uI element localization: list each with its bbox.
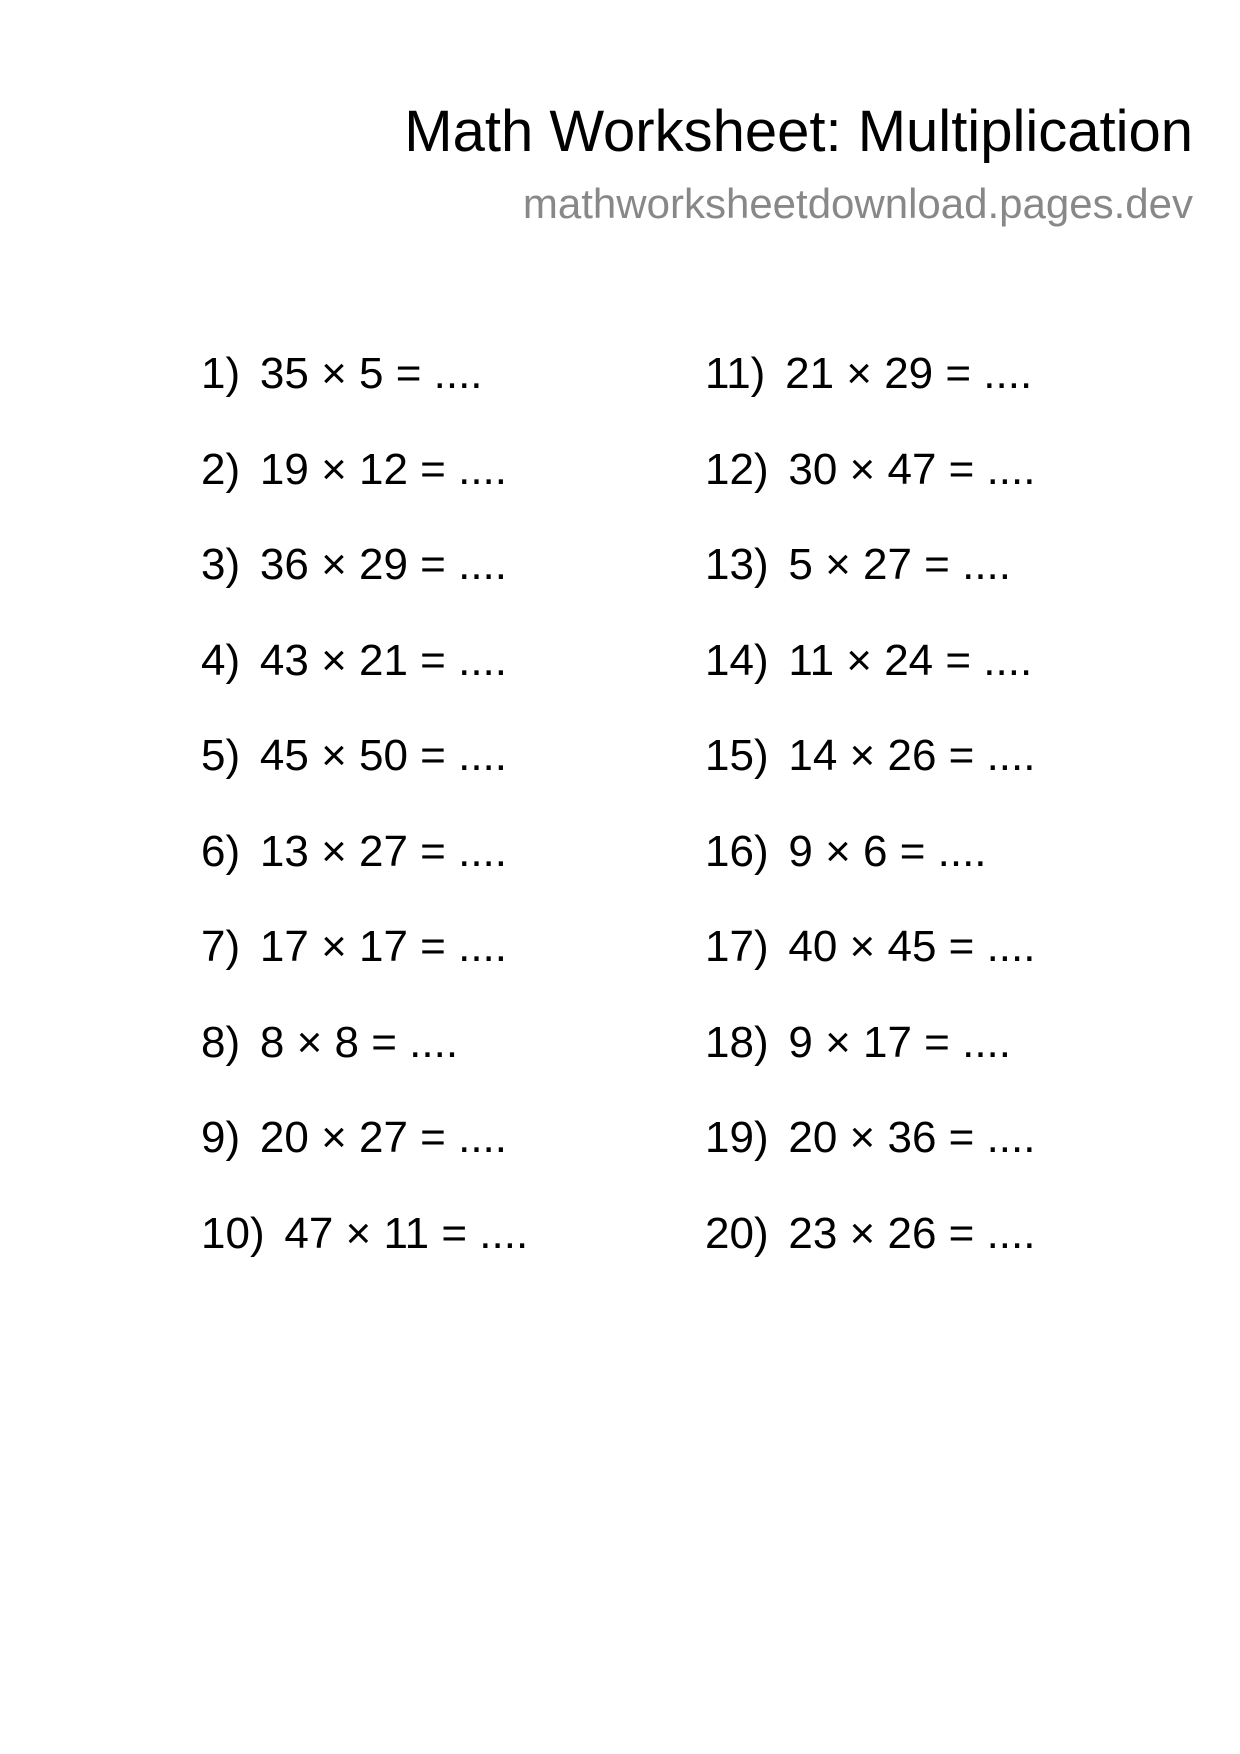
problem-number: 6) [201, 826, 241, 876]
problem-item [201, 921, 701, 1017]
problem-item [201, 635, 701, 731]
problem-number: 13) [705, 540, 769, 589]
problem-number: 18) [705, 1017, 769, 1067]
problem-expression: 20 × 27 = .... [259, 1113, 507, 1162]
problem-number: 12) [705, 444, 769, 494]
problem-item [705, 730, 1205, 826]
problem-number: 3) [201, 540, 241, 589]
problem-item [201, 826, 701, 922]
problem-item [705, 1208, 1205, 1304]
problem-item [201, 444, 701, 540]
problem-expression: 21 × 29 = .... [785, 349, 1033, 398]
problem-expression: 14 × 26 = .... [788, 731, 1036, 780]
problem-expression: 19 × 12 = .... [259, 444, 507, 494]
problem-expression: 20 × 36 = .... [788, 1113, 1036, 1162]
problem-expression: 11 × 24 = .... [788, 635, 1033, 685]
problem-expression: 36 × 29 = .... [259, 540, 507, 589]
problem-item [201, 539, 701, 635]
problem-number: 16) [705, 826, 769, 876]
problem-item [201, 730, 701, 826]
problem-expression: 8 × 8 = .... [259, 1017, 459, 1067]
problem-item [201, 1208, 701, 1304]
problem-expression: 45 × 50 = .... [259, 731, 507, 780]
problem-expression: 35 × 5 = .... [259, 349, 483, 398]
problem-expression: 47 × 11 = .... [284, 1208, 529, 1258]
problem-item [705, 539, 1205, 635]
problem-number: 15) [705, 731, 769, 780]
problem-number: 5) [201, 731, 241, 780]
problem-item [705, 635, 1205, 731]
problem-item [201, 1112, 701, 1208]
problem-expression: 43 × 21 = .... [259, 635, 507, 685]
problem-expression: 9 × 17 = .... [788, 1017, 1011, 1067]
problem-expression: 9 × 6 = .... [788, 826, 987, 876]
problem-number: 20) [705, 1208, 769, 1258]
problem-number: 9) [201, 1113, 241, 1162]
problem-item [705, 1017, 1205, 1113]
problem-number: 7) [201, 922, 241, 971]
source-url: mathworksheetdownload.pages.dev [522, 180, 1193, 227]
problem-number: 8) [201, 1017, 241, 1067]
problem-expression: 40 × 45 = .... [788, 922, 1036, 971]
problem-item [201, 348, 701, 444]
problem-number: 14) [705, 635, 769, 685]
problem-number: 1) [201, 349, 241, 398]
problem-number: 17) [705, 922, 769, 971]
problem-expression: 23 × 26 = .... [788, 1208, 1036, 1258]
problem-column-left [201, 348, 701, 1303]
problem-expression: 5 × 27 = .... [788, 540, 1011, 589]
problem-item [705, 444, 1205, 540]
problem-item [705, 348, 1205, 444]
problem-item [705, 1112, 1205, 1208]
problem-number: 10) [201, 1208, 265, 1258]
problem-expression: 13 × 27 = .... [259, 826, 507, 876]
problem-expression: 17 × 17 = .... [259, 922, 507, 971]
problem-number: 11) [705, 349, 766, 398]
problem-number: 19) [705, 1113, 769, 1162]
problem-number: 2) [201, 444, 241, 494]
problem-number: 4) [201, 635, 241, 685]
problem-expression: 30 × 47 = .... [788, 444, 1036, 494]
page-title: Math Worksheet: Multiplication [404, 99, 1193, 164]
problem-item [705, 826, 1205, 922]
problem-item [201, 1017, 701, 1113]
problem-column-right [705, 348, 1205, 1303]
problem-item [705, 921, 1205, 1017]
worksheet-header [404, 96, 1193, 230]
